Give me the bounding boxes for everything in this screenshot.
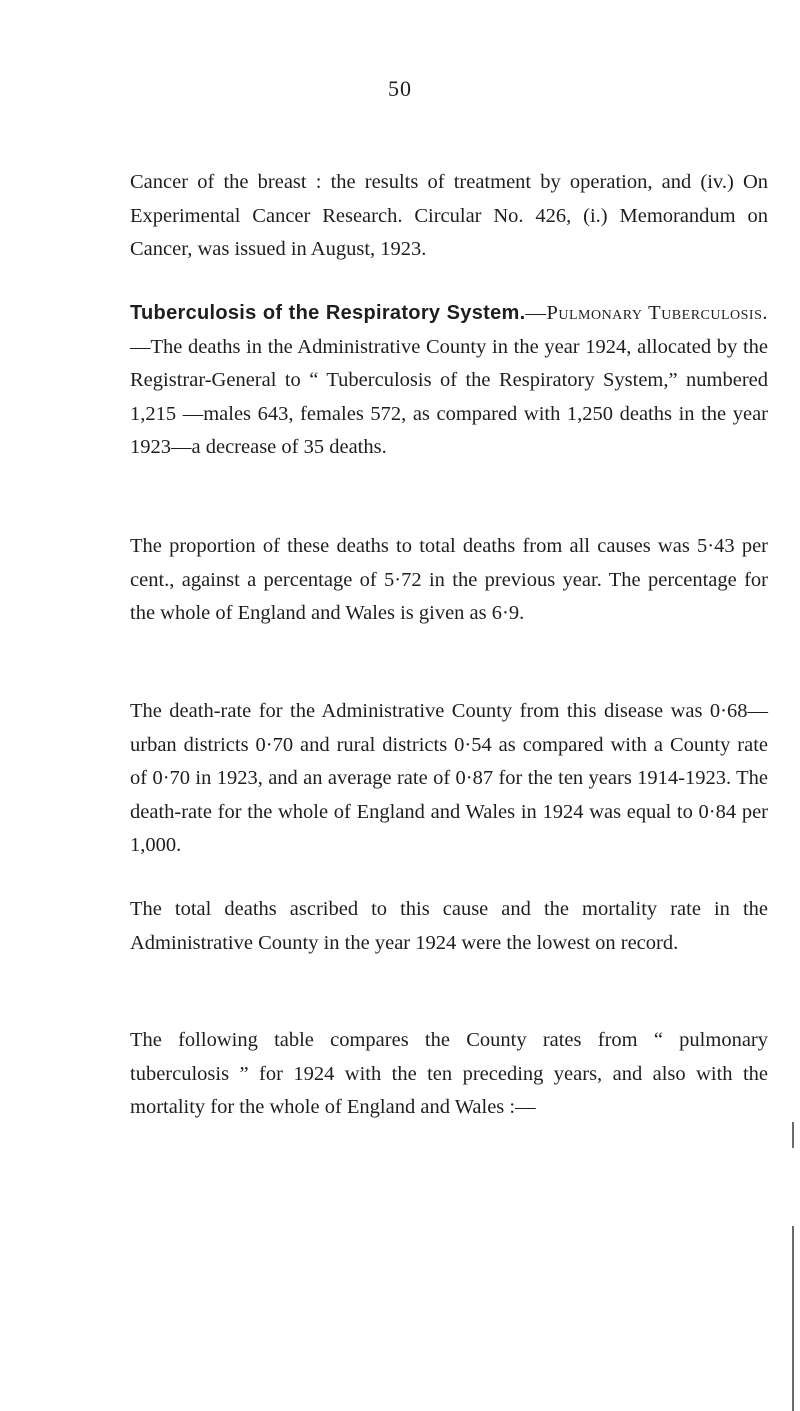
tuberculosis-body: —The deaths in the Administrative County in the year 1924, allocated by the Registrar-General to “ Tuberculosis of the Respiratory System,” numbered 1,215 —males 643, females 572, as compared with 1,250 deaths in the year 1923—a decrease of 35 deaths.	[130, 335, 768, 458]
table-intro-paragraph: The following table compares the County rates from “ pulmonary tuberculosis ” for 1924 with the ten preceding years, and also with the mortality for the whole of England and Wales :—	[130, 1029, 768, 1118]
pulmonary-tuberculosis-subheading: —Pulmonary Tuberculosis.	[525, 302, 769, 324]
cancer-paragraph: Cancer of the breast : the results of treatment by operation, and (iv.) On Experimental Cancer Research. Circular No. 426, (i.) Memorandum on Cancer, was issued in August, 1923.	[130, 171, 768, 260]
page-edge-mark	[792, 1122, 794, 1148]
total-deaths-paragraph: The total deaths ascribed to this cause and the mortality rate in the Administrative County in the year 1924 were the lowest on record.	[130, 898, 768, 954]
page-edge-mark	[792, 1226, 794, 1411]
page-number: 50	[388, 76, 412, 101]
tuberculosis-heading: Tuberculosis of the Respiratory System.	[130, 302, 526, 324]
tuberculosis-paragraph	[130, 297, 768, 465]
death-rate-paragraph: The death-rate for the Administrative County from this disease was 0·68—urban districts 0·70 and rural districts 0·54 as compared with a County rate of 0·70 in 1923, and an average rate of 0·87 for the ten years 1914-1923. The death-rate for the whole of England and Wales in 1924 was equal to 0·84 per 1,000.	[130, 700, 768, 856]
proportion-paragraph: The proportion of these deaths to total deaths from all causes was 5·43 per cent., against a percentage of 5·72 in the previous year. The percentage for the whole of England and Wales is given as 6·9.	[130, 535, 768, 624]
